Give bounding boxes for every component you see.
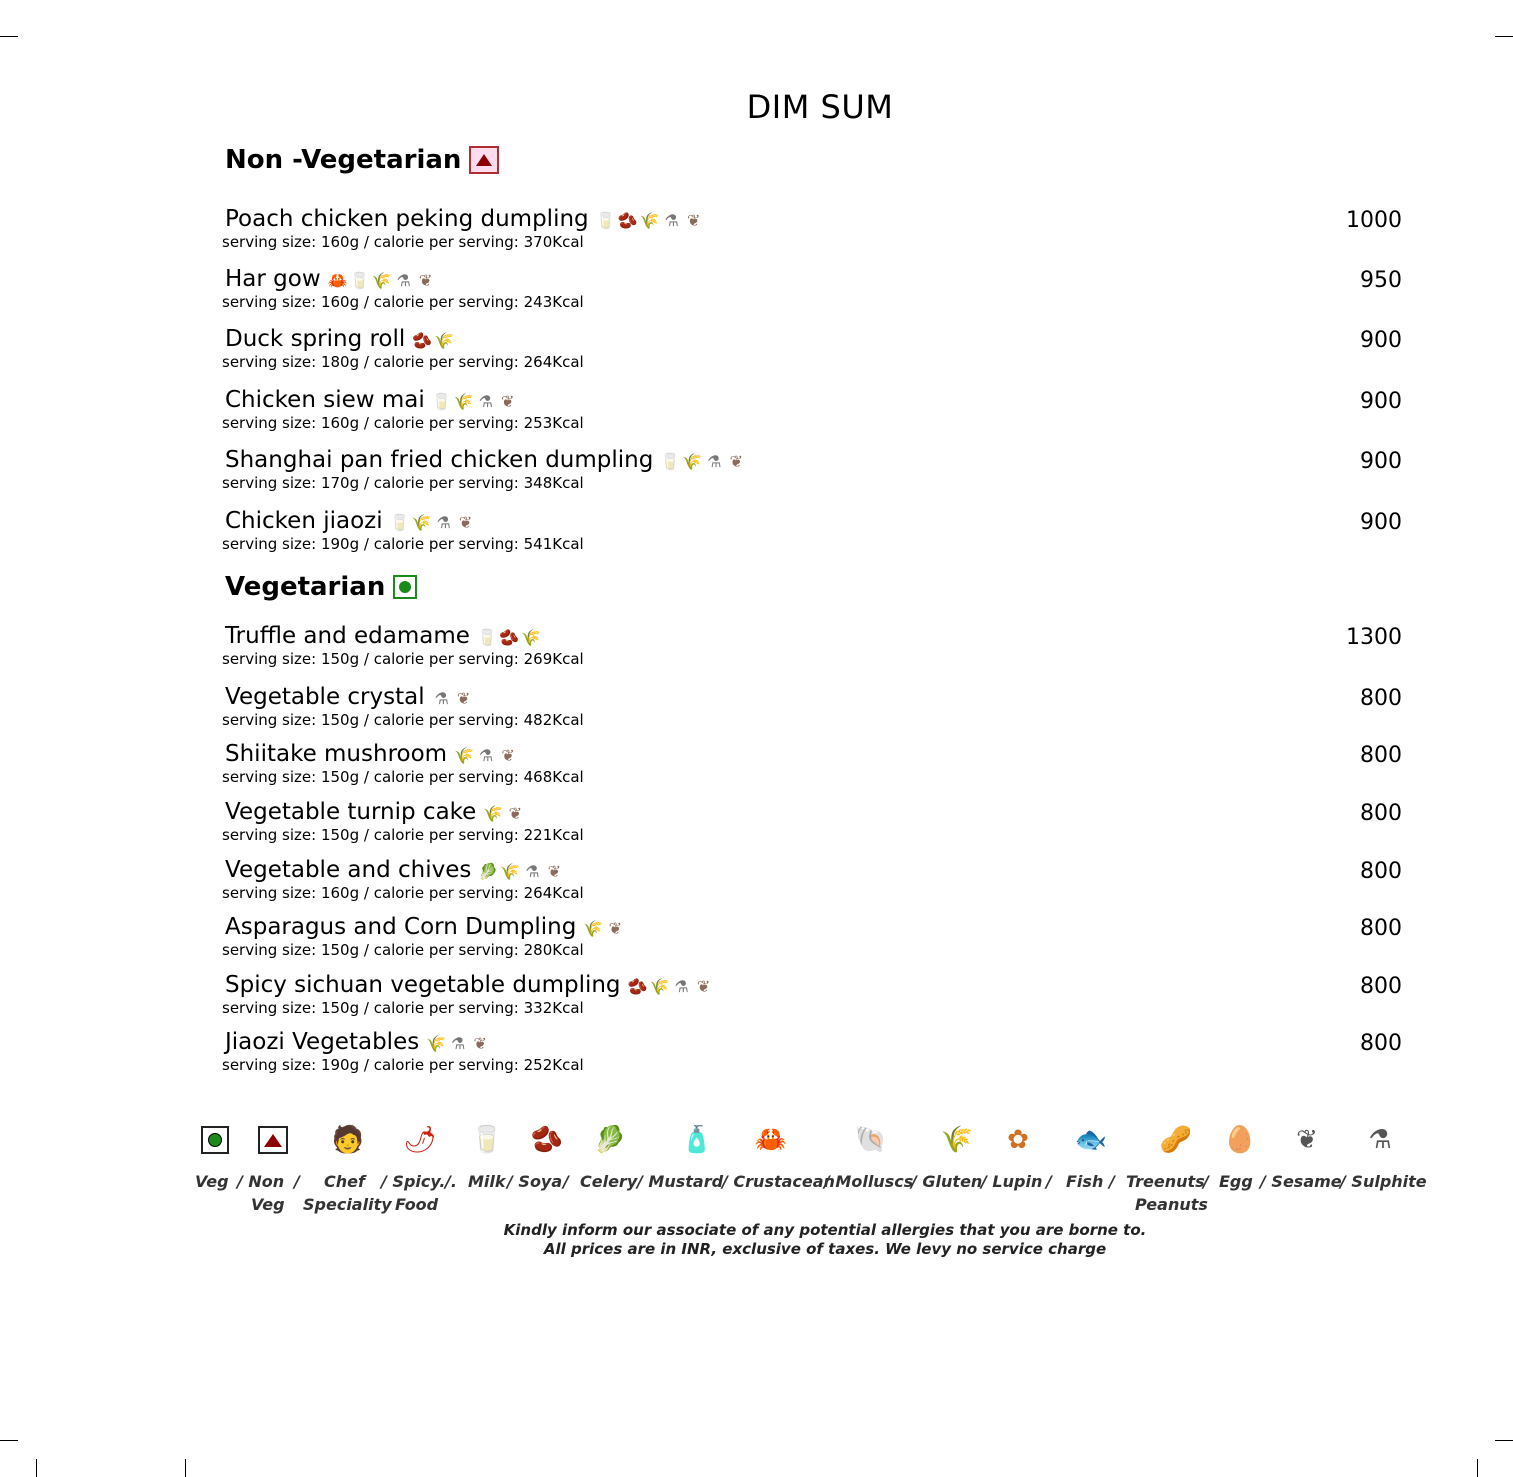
item-price: 800 [1360,916,1402,941]
legend-label: Peanuts [1135,1195,1208,1214]
item-price: 900 [1360,328,1402,353]
sesame-icon: ❦ [1296,1125,1318,1155]
veg-icon [393,575,417,599]
gluten-icon: 🌾 [639,211,660,230]
item-price: 800 [1360,1031,1402,1056]
veg-icon [195,1120,235,1160]
item-serving-info: serving size: 150g / calorie per serving: 269Kcal [222,650,584,668]
item-serving-info: serving size: 180g / calorie per serving: 264Kcal [222,353,584,371]
soya-icon: 🫘 [530,1125,564,1155]
sesame-icon: ❦ [547,862,562,881]
item-price: 950 [1360,268,1402,293]
gluten-icon: 🌾 [426,1034,447,1053]
celery-icon: 🥬 [478,862,499,881]
item-name: Shanghai pan fried chicken dumpling [225,447,654,473]
item-serving-info: serving size: 170g / calorie per serving: 348Kcal [222,474,584,492]
legend-label: / Sulphite [1340,1172,1427,1191]
gluten-icon: 🌾 [411,513,432,532]
section-heading-veg [225,572,417,602]
menu-item [222,619,1402,668]
milk-icon: 🥛 [595,211,616,230]
lupin-icon: ✿ [1007,1125,1029,1155]
item-serving-info: serving size: 150g / calorie per serving: 468Kcal [222,768,584,786]
legend-label: Chef [324,1172,365,1191]
sesame-icon: ❦ [501,392,515,411]
sesame-icon: ❦ [686,211,701,230]
section-heading-non-veg [225,145,499,175]
sesame-icon: ❦ [456,689,471,708]
menu-item [222,910,1402,959]
sulphite-icon: ⚗ [434,689,449,708]
legend-label: /. [445,1172,457,1191]
treenuts-peanuts-icon: 🥜 [1159,1125,1193,1155]
menu-item [222,968,1402,1017]
molluscs-icon: 🐚 [854,1125,888,1155]
crustacean-icon: 🦀 [327,271,348,290]
allergen-icons [391,512,475,534]
milk-icon: 🥛 [431,392,452,411]
item-serving-info: serving size: 190g / calorie per serving: 541Kcal [222,535,584,553]
allergen-icons [479,861,563,883]
fish-icon: 🐟 [1074,1125,1108,1155]
milk-icon: 🥛 [470,1125,504,1155]
crop-mark [185,1459,186,1477]
sesame-icon: ❦ [473,1034,487,1053]
legend-label: / Gluten [911,1172,983,1191]
soya-icon: 🫘 [627,977,648,996]
mustard-icon: 🧴 [680,1125,714,1155]
chef-icon: 🧑 [331,1125,365,1155]
allergen-icons [478,627,540,649]
chili-icon: 🌶 [403,1125,437,1155]
item-price: 1300 [1346,625,1402,650]
item-price: 900 [1360,389,1402,414]
sulphite-icon: ⚗ [478,746,494,765]
non-veg-icon [253,1120,293,1160]
menu-item [222,504,1402,553]
gluten-icon: 🌾 [940,1125,974,1155]
gluten-icon: 🌾 [434,331,455,350]
legend-label: Celery [580,1172,638,1191]
legend-label: / Non [237,1172,285,1191]
sesame-icon: ❦ [418,271,433,290]
item-serving-info: serving size: 190g / calorie per serving: 252Kcal [222,1056,584,1074]
menu-item [222,202,1402,251]
sulphite-icon: ⚗ [664,211,679,230]
allergen-icons [484,803,524,825]
sesame-icon: ❦ [508,804,523,823]
item-name: Spicy sichuan vegetable dumpling [225,972,621,998]
gluten-icon: 🌾 [583,919,604,938]
allergen-icons [584,918,624,940]
sulphite-icon: ⚗ [707,452,722,471]
item-price: 800 [1360,743,1402,768]
sulphite-icon: ⚗ [396,271,411,290]
sesame-icon: ❦ [501,746,515,765]
gluten-icon: 🌾 [371,271,392,290]
item-name: Duck spring roll [225,326,406,352]
item-name: Poach chicken peking dumpling [225,206,589,232]
crop-mark [1495,36,1513,37]
item-serving-info: serving size: 160g / calorie per serving: 264Kcal [222,884,584,902]
sesame-icon: ❦ [696,977,711,996]
item-name: Asparagus and Corn Dumpling [225,914,577,940]
item-price: 900 [1360,449,1402,474]
crop-mark [1495,1440,1513,1441]
item-price: 800 [1360,859,1402,884]
menu-item [222,443,1402,492]
allergen-icons [413,330,453,352]
price-note: All prices are in INR, exclusive of taxes. We levy no service charge [543,1240,1107,1258]
milk-icon: 🥛 [389,513,410,532]
legend-label: / Mustard [637,1172,724,1191]
item-name: Truffle and edamame [225,623,470,649]
section-title: Vegetarian [225,572,386,602]
sesame-icon: ❦ [729,452,744,471]
legend-label: Milk [468,1172,506,1191]
gluten-icon: 🌾 [483,804,504,823]
legend-label: / [563,1172,569,1191]
sesame-icon: ❦ [608,919,623,938]
allergen-icons [427,1033,489,1055]
item-price: 800 [1360,974,1402,999]
allergen-icons [433,688,473,710]
sulphite-icon: ⚗ [478,392,493,411]
soya-icon: 🫘 [498,628,519,647]
legend-label: / Molluscs [824,1172,914,1191]
item-serving-info: serving size: 160g / calorie per serving: 370Kcal [222,233,584,251]
allergy-note: Kindly inform our associate of any potential allergies that you are borne to. [503,1221,1147,1239]
menu-item [222,737,1402,786]
page-title: DIM SUM [746,88,894,126]
sulphite-icon: ⚗ [525,862,540,881]
milk-icon: 🥛 [349,271,370,290]
item-name: Chicken jiaozi [225,508,383,534]
gluten-icon: 🌾 [682,452,703,471]
legend-label: Speciality [303,1195,392,1214]
item-serving-info: serving size: 150g / calorie per serving: 332Kcal [222,999,584,1017]
legend-label: / Sesame [1260,1172,1342,1191]
legend-label: / [1046,1172,1052,1191]
legend-label: Treenuts [1126,1172,1205,1191]
allergen-icons [661,451,745,473]
item-serving-info: serving size: 160g / calorie per serving: 253Kcal [222,414,584,432]
item-name: Har gow [225,266,321,292]
item-name: Jiaozi Vegetables [225,1029,420,1055]
allergen-icons [455,745,517,767]
item-price: 1000 [1346,208,1402,233]
legend-label: / [1203,1172,1209,1191]
legend-label: / Crustacean [722,1172,835,1191]
gluten-icon: 🌾 [453,392,474,411]
non-veg-icon [469,146,499,174]
sulphite-icon: ⚗ [674,977,689,996]
crop-mark [0,1440,18,1441]
allergen-icons [433,391,517,413]
legend-label: Food [395,1195,439,1214]
crop-mark [36,1459,37,1477]
menu-item [222,795,1402,844]
section-title: Non -Vegetarian [225,145,462,175]
item-price: 900 [1360,510,1402,535]
item-name: Vegetable and chives [225,857,472,883]
allergen-icons [329,270,435,292]
item-name: Shiitake mushroom [225,741,448,767]
soya-icon: 🫘 [617,211,638,230]
legend-label: / Soya [507,1172,563,1191]
gluten-icon: 🌾 [500,862,521,881]
milk-icon: 🥛 [476,628,497,647]
sulphite-icon: ⚗ [451,1034,466,1053]
item-serving-info: serving size: 150g / calorie per serving: 280Kcal [222,941,584,959]
legend-label: / Spicy. [381,1172,446,1191]
item-price: 800 [1360,801,1402,826]
sulphite-icon: ⚗ [1368,1125,1392,1155]
menu-item [222,680,1402,729]
legend-label: / Lupin [981,1172,1043,1191]
menu-item [222,262,1402,311]
legend-label: Veg [195,1172,229,1191]
item-name: Chicken siew mai [225,387,425,413]
item-serving-info: serving size: 150g / calorie per serving: 482Kcal [222,711,584,729]
menu-item [222,1025,1402,1074]
celery-icon: 🥬 [593,1125,627,1155]
sulphite-icon: ⚗ [436,513,451,532]
legend-label: Egg [1219,1172,1253,1191]
legend-label: Veg [251,1195,285,1214]
menu-item [222,383,1402,432]
crop-mark [0,36,18,37]
allergen-icons [629,976,713,998]
legend-label: Fish [1066,1172,1104,1191]
item-serving-info: serving size: 150g / calorie per serving: 221Kcal [222,826,584,844]
legend-label: / [294,1172,300,1191]
item-price: 800 [1360,686,1402,711]
sesame-icon: ❦ [458,513,473,532]
soya-icon: 🫘 [412,331,433,350]
gluten-icon: 🌾 [649,977,670,996]
item-name: Vegetable turnip cake [225,799,477,825]
menu-item [222,322,1402,371]
allergen-legend [195,1120,1427,1220]
crustacean-icon: 🦀 [754,1125,788,1155]
gluten-icon: 🌾 [520,628,541,647]
menu-item [222,853,1402,902]
crop-mark [1477,1459,1478,1477]
egg-icon: 🥚 [1223,1125,1257,1155]
gluten-icon: 🌾 [454,746,475,765]
item-name: Vegetable crystal [225,684,425,710]
item-serving-info: serving size: 160g / calorie per serving: 243Kcal [222,293,584,311]
allergen-icons [597,210,703,232]
milk-icon: 🥛 [660,452,681,471]
legend-label: / [1109,1172,1115,1191]
